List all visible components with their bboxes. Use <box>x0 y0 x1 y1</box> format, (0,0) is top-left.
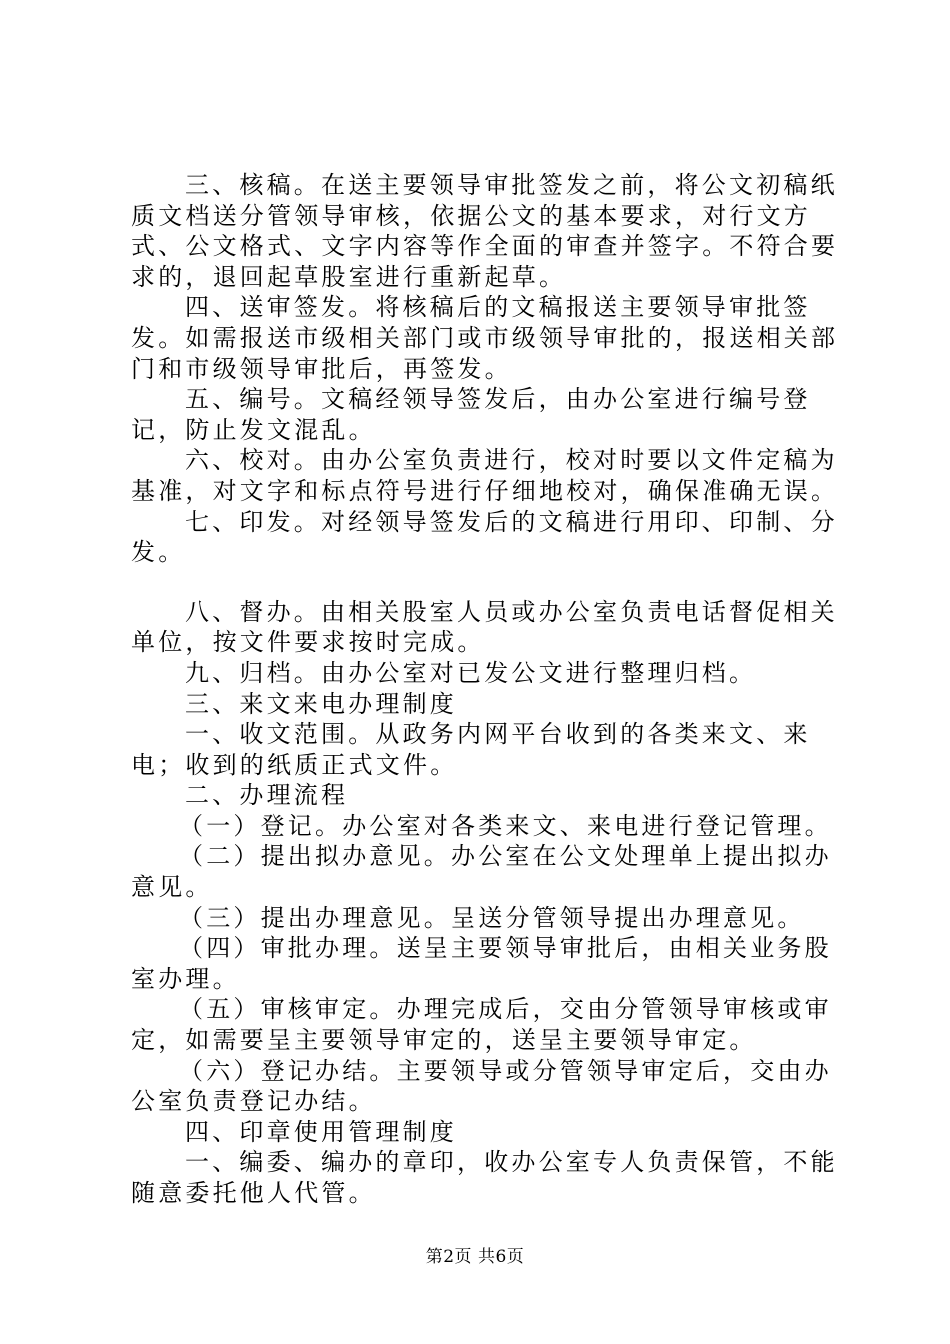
paragraph-seal-custody: 一、编委、编办的章印，收办公室专人负责保管，不能随意委托他人代管。 <box>131 1148 838 1207</box>
paragraph-archiving: 九、归档。由办公室对已发公文进行整理归档。 <box>185 658 757 687</box>
paragraph-issuing: 七、印发。对经领导签发后的文稿进行用印、印制、分发。 <box>131 507 838 567</box>
section-heading-incoming-docs: 三、来文来电办理制度 <box>185 689 457 718</box>
paragraph-numbering: 五、编号。文稿经领导签发后，由办公室进行编号登记，防止发文混乱。 <box>131 385 811 444</box>
paragraph-registration: （一）登记。办公室对各类来文、来电进行登记管理。 <box>179 811 832 840</box>
paragraph-proposed-opinion: （二）提出拟办意见。办公室在公文处理单上提出拟办意见。 <box>131 842 832 902</box>
paragraph-registration-closing: （六）登记办结。主要领导或分管领导审定后，交由办公室负责登记办结。 <box>131 1056 832 1116</box>
paragraph-supervision: 八、督办。由相关股室人员或办公室负责电话督促相关单位，按文件要求按时完成。 <box>131 597 838 657</box>
page-number-footer: 第2页 共6页 <box>425 1247 525 1267</box>
document-body <box>131 170 851 1209</box>
paragraph-receiving-scope: 一、收文范围。从政务内网平台收到的各类来文、来电；收到的纸质正式文件。 <box>131 720 811 779</box>
subheading-handling-process: 二、办理流程 <box>185 781 349 810</box>
section-heading-seal-management: 四、印章使用管理制度 <box>185 1117 457 1146</box>
paragraph-handling-opinion: （三）提出办理意见。呈送分管领导提出办理意见。 <box>179 903 805 932</box>
paragraph-review-approval: （五）审核审定。办理完成后，交由分管领导审核或审定，如需要呈主要领导审定的，送呈主要领导审定。 <box>131 995 832 1055</box>
paragraph-submit-sign: 四、送审签发。将核稿后的文稿报送主要领导审批签发。如需报送市级相关部门或市级领导审批的，报送相关部门和市级领导审批后，再签发。 <box>131 293 839 383</box>
paragraph-review-draft: 三、核稿。在送主要领导审批签发之前，将公文初稿纸质文档送分管领导审核，依据公文的基本要求，对行文方式、公文格式、文字内容等作全面的审查并签字。不符合要求的，退回起草股室进行重新起草。 <box>131 171 839 291</box>
paragraph-proofreading: 六、校对。由办公室负责进行，校对时要以文件定稿为基准，对文字和标点符号进行仔细地校对，确保准确无误。 <box>131 446 839 505</box>
paragraph-approval-handling: （四）审批办理。送呈主要领导审批后，由相关业务股室办理。 <box>131 934 832 993</box>
